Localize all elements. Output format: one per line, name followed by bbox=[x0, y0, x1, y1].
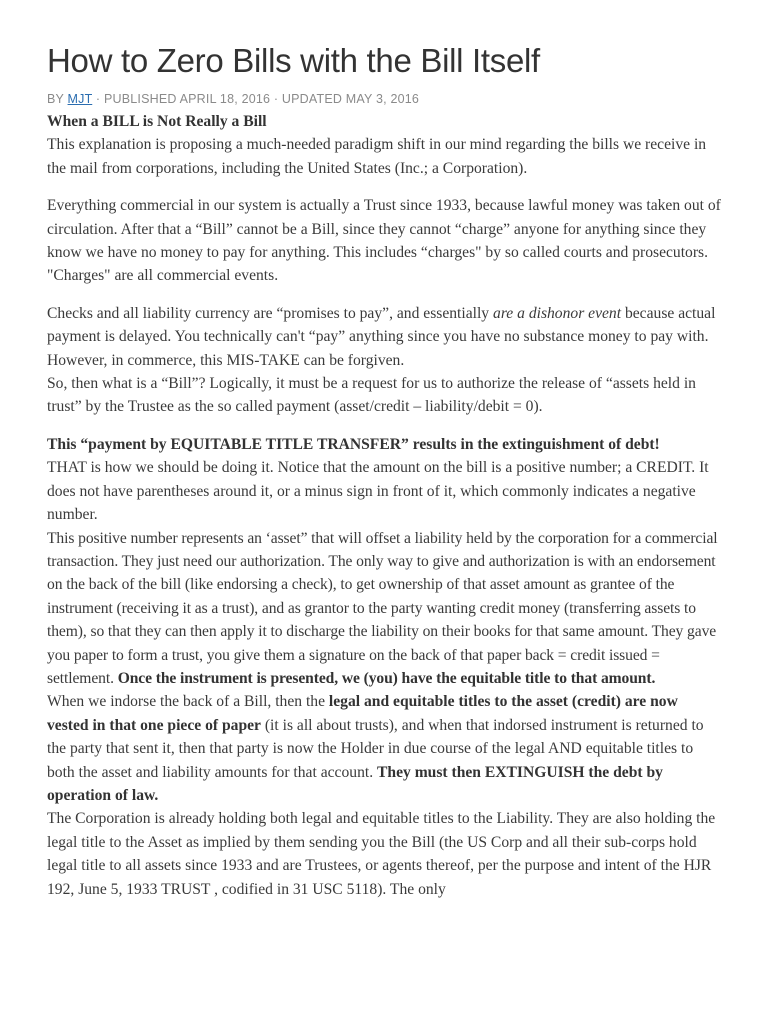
author-link[interactable]: MJT bbox=[67, 92, 93, 106]
paragraph-1: This explanation is proposing a much-needed paradigm shift in our mind regarding the bills we receive in the mail from corporations, including the United States (Inc.; a Corporation). bbox=[47, 136, 707, 177]
paragraph-8: When we indorse the back of a Bill, then the legal and equitable titles to the asset (credit) are now vested in that one piece of paper (it is all about trusts), and when that indorsed instrument is returned to the party that sent it, then that party is now the Holder in due course of the legal AND equitable titles to both the asset and liability amounts for that account. They must then EXTINGUISH the debt by operation of law. bbox=[47, 693, 704, 804]
paragraph-4: So, then what is a “Bill”? Logically, it must be a request for us to authorize the release of “assets held in trust” by the Trustee as the so called payment (asset/credit – liability/debit = 0). bbox=[47, 375, 696, 416]
publish-dates: · PUBLISHED APRIL 18, 2016 · UPDATED MAY 3, 2016 bbox=[95, 92, 420, 106]
by-label: BY bbox=[47, 92, 64, 106]
paragraph-9: The Corporation is already holding both legal and equitable titles to the Liability. They are also holding the legal title to the Asset as implied by them sending you the Bill (the US Corp and all their sub-corps hold legal title to all assets since 1933 and are Trustees, or agents thereof, per the purpose and intent of the HJR 192, June 5, 1933 TRUST , codified in 31 USC 5118). The only bbox=[47, 810, 716, 898]
paragraph-6: THAT is how we should be doing it. Notice that the amount on the bill is a positive number; a CREDIT. It does not have parentheses around it, or a minus sign in front of it, which commonly indicates a negative number. bbox=[47, 459, 709, 524]
paragraph-5: This “payment by EQUITABLE TITLE TRANSFER” results in the extinguishment of debt! bbox=[47, 435, 660, 453]
paragraph-2: Everything commercial in our system is actually a Trust since 1933, because lawful money was taken out of circulation. After that a “Bill” cannot be a Bill, since they cannot “charge” anyone for anything since they know we have no money to pay for anything. This includes “charges" by so called courts and prosecutors. "Charges" are all commercial events. bbox=[47, 197, 721, 285]
paragraph-3: Checks and all liability currency are “promises to pay”, and essentially are a dishonor event because actual payment is delayed. You technically can't “pay” anything since you have no substance money to pay with. However, in commerce, this MIS-TAKE can be forgiven. bbox=[47, 304, 716, 369]
article-title: How to Zero Bills with the Bill Itself bbox=[47, 42, 540, 79]
subheading: When a BILL is Not Really a Bill bbox=[47, 113, 267, 130]
article-meta bbox=[47, 92, 419, 106]
paragraph-7: This positive number represents an ‘asset” that will offset a liability held by the corporation for a commercial transaction. They just need our authorization. The only way to give and authorization is with an endorsement on the back of the bill (like endorsing a check), to get ownership of that asset amount as grantee of the instrument (receiving it as a trust), and as grantor to the party wanting credit money (transferring assets to them), so that they can then apply it to discharge the liability on their books for that same amount. They gave you paper to form a trust, you give them a signature on the back of that paper back = credit issued = settlement. Once the instrument is presented, we (you) have the equitable title to that amount. bbox=[47, 529, 718, 687]
article-body bbox=[47, 110, 722, 901]
dishonor-emphasis: are a dishonor event bbox=[493, 304, 622, 322]
